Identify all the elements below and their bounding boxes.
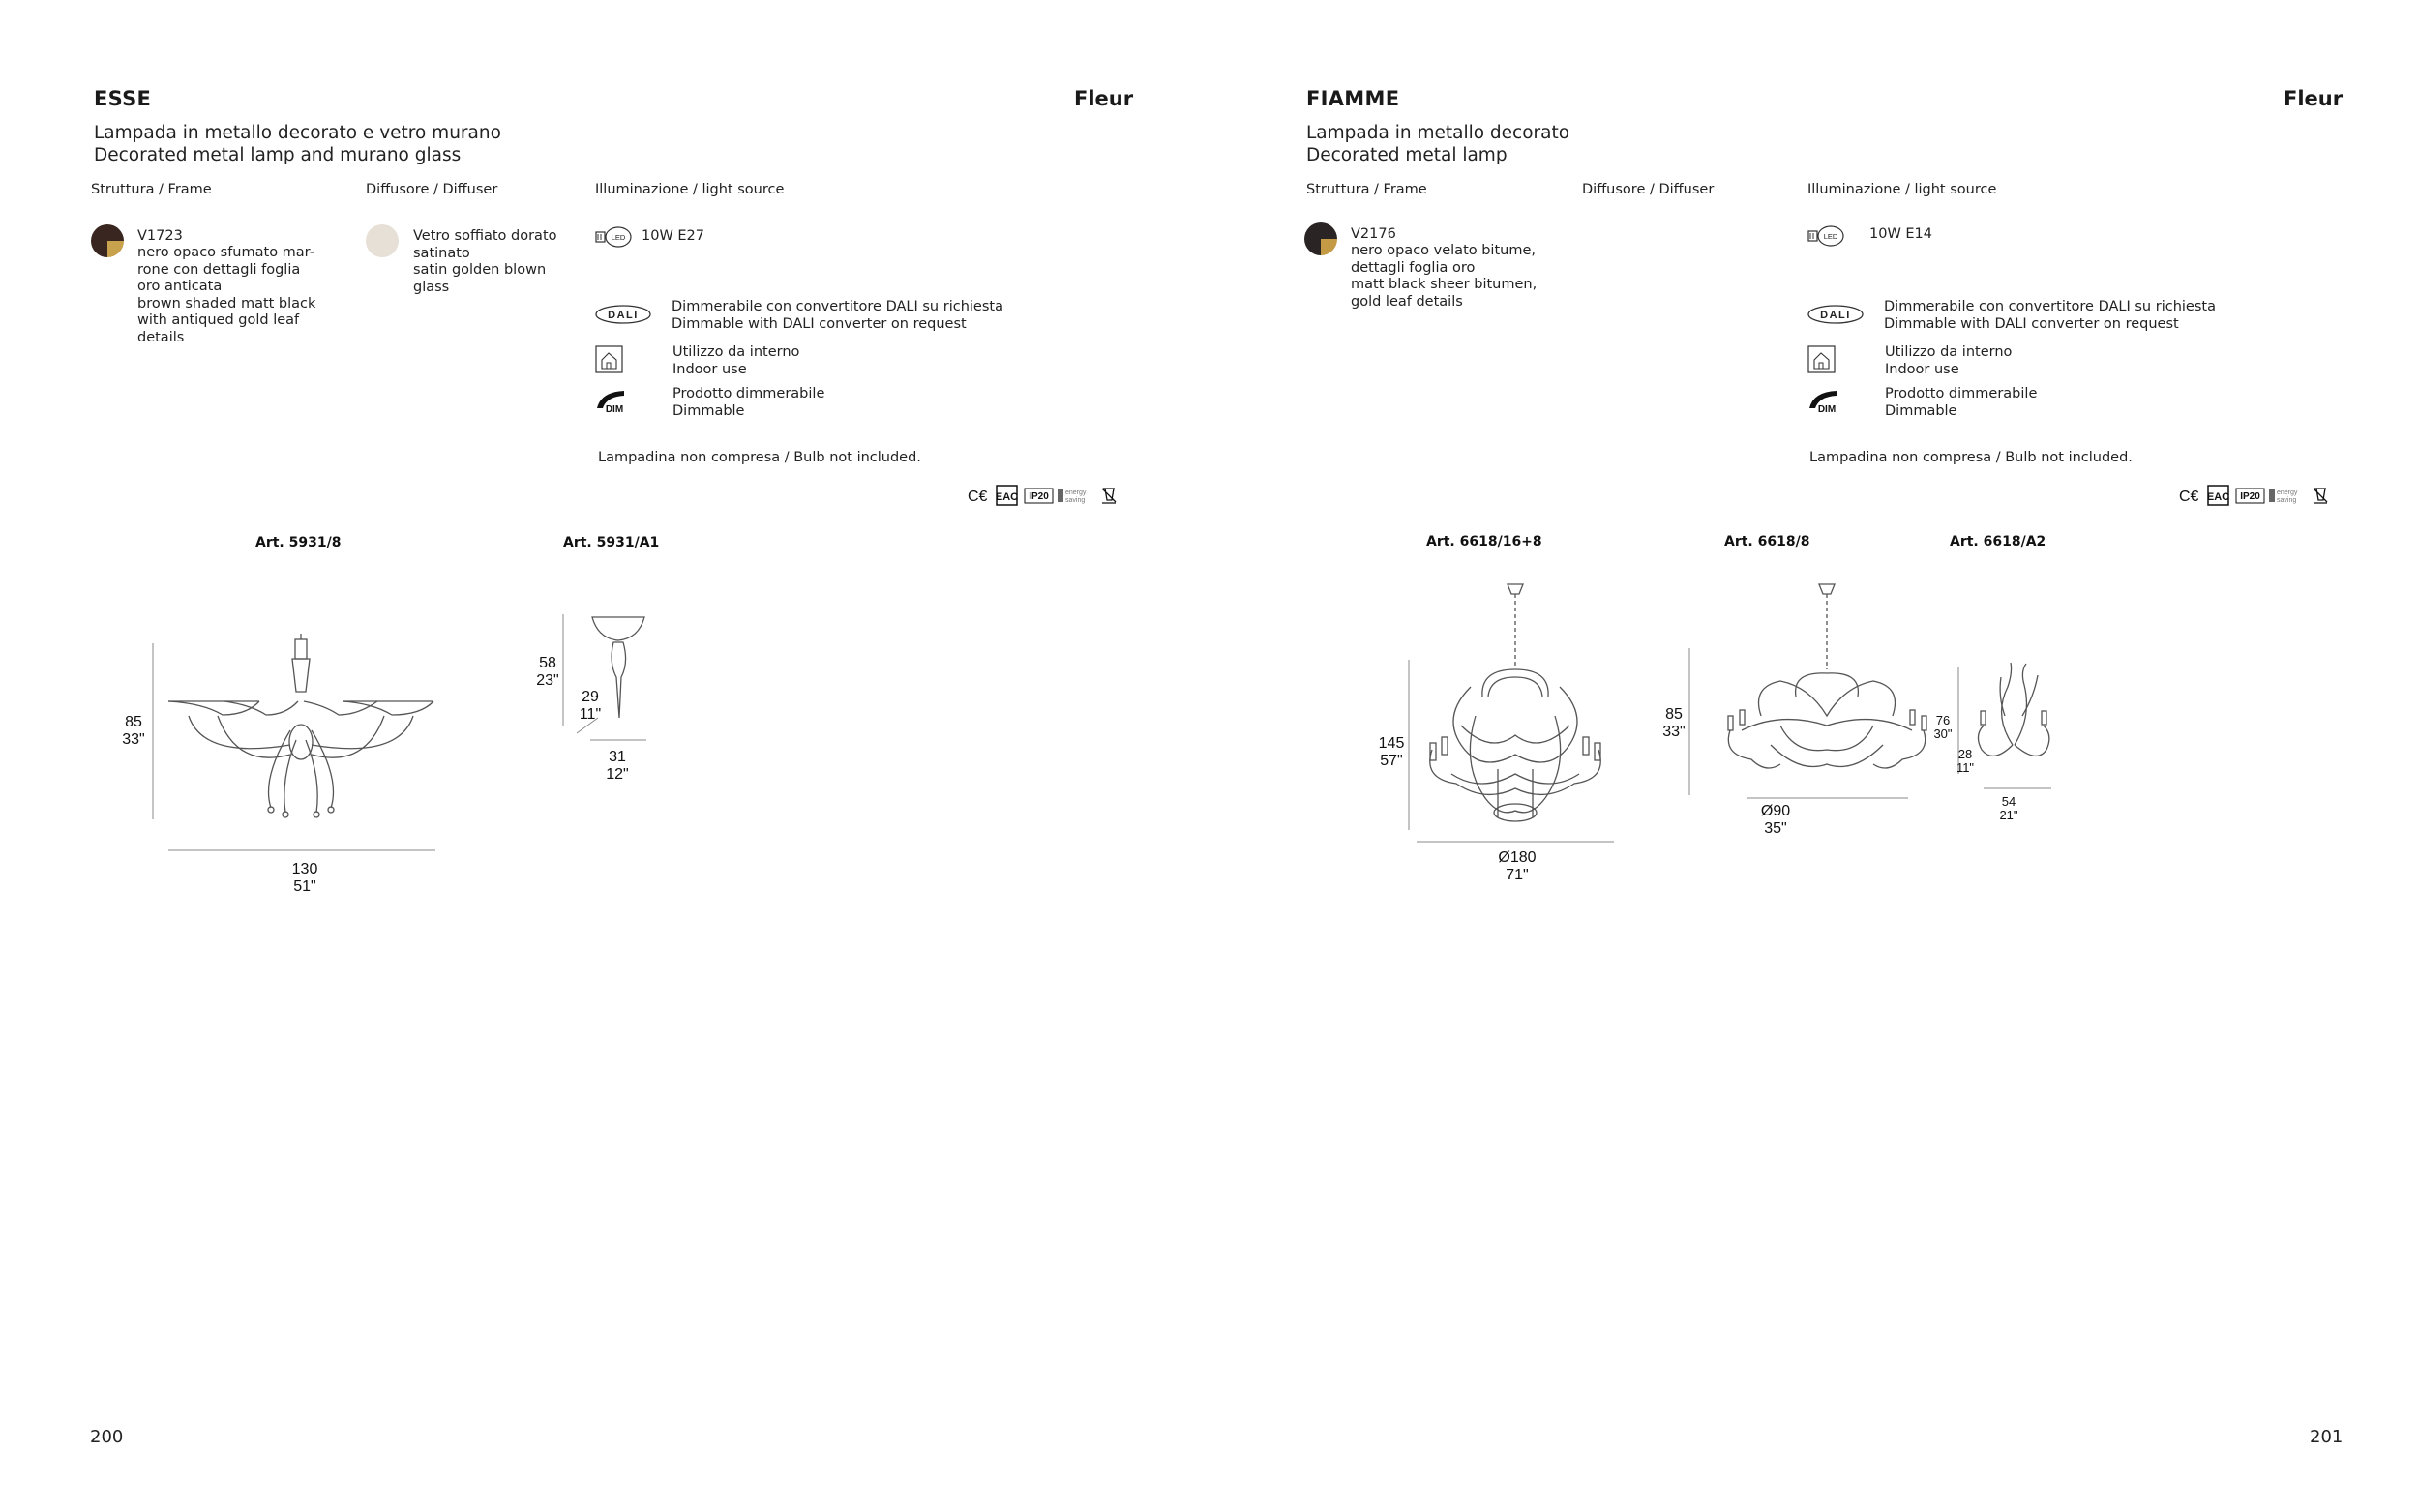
diffuser-description: Vetro soffiato dorato satinato satin golden blown glass: [413, 228, 557, 295]
dali-text: Dimmerabile con convertitore DALI su richiesta Dimmable with DALI converter on request: [1884, 299, 2216, 332]
certification-icons: [2179, 484, 2334, 507]
svg-text:energy: energy: [1065, 489, 1087, 496]
svg-text:IP20: IP20: [1029, 491, 1049, 502]
article-label: Art. 5931/A1: [563, 535, 660, 550]
led-bulb-icon: [1807, 224, 1846, 248]
subtitle-en: Decorated metal lamp and murano glass: [94, 145, 462, 165]
dimension-height: 145 57": [1378, 735, 1405, 769]
product-title: ESSE: [94, 87, 152, 110]
page-number: 201: [2310, 1427, 2344, 1447]
subtitle-en: Decorated metal lamp: [1306, 145, 1508, 165]
diffuser-header: Diffusore / Diffuser: [1582, 182, 1715, 197]
wall-lamp-5931-a1-drawing: [561, 609, 658, 745]
dimmable-icon: [1807, 389, 1840, 414]
svg-text:C€: C€: [2179, 489, 2199, 505]
svg-text:EAC: EAC: [2206, 491, 2230, 503]
svg-text:LED: LED: [611, 233, 626, 242]
dali-icon: [1807, 304, 1865, 325]
indoor-text: Utilizzo da interno Indoor use: [672, 344, 800, 377]
svg-text:DALI: DALI: [608, 310, 639, 321]
diffuser-swatch: [366, 224, 399, 257]
light-header: Illuminazione / light source: [595, 182, 785, 197]
dimension-depth: 28 11": [1956, 747, 1975, 775]
chandelier-6618-8-drawing: [1684, 580, 1916, 805]
page-right: [1210, 0, 2419, 1512]
subtitle-it: Lampada in metallo decorato e vetro murano: [94, 123, 501, 143]
product-title: FIAMME: [1306, 87, 1400, 110]
frame-description: nero opaco velato bitume, dettagli foglia oro matt black sheer bitumen, gold leaf details: [1351, 243, 1538, 310]
article-label: Art. 5931/8: [255, 535, 342, 550]
article-label: Art. 6618/A2: [1950, 534, 2046, 549]
svg-text:DIM: DIM: [605, 404, 624, 415]
svg-text:LED: LED: [1823, 232, 1838, 241]
indoor-use-icon: [595, 345, 624, 374]
frame-header: Struttura / Frame: [91, 182, 212, 197]
svg-text:IP20: IP20: [2240, 491, 2260, 502]
dimension-height: 85 33": [122, 714, 145, 748]
diffuser-header: Diffusore / Diffuser: [366, 182, 498, 197]
dimension-height: 85 33": [1662, 706, 1686, 740]
indoor-text: Utilizzo da interno Indoor use: [1885, 344, 2013, 377]
frame-finish-swatch: [1304, 222, 1337, 255]
dimension-diameter: Ø90 35": [1760, 803, 1791, 837]
dali-icon: [594, 304, 652, 325]
subtitle-it: Lampada in metallo decorato: [1306, 123, 1570, 143]
dimmable-text: Prodotto dimmerabile Dimmable: [672, 386, 825, 419]
dimmable-icon: [595, 389, 628, 414]
chandelier-5931-8-drawing: [145, 634, 455, 827]
bulb-spec: 10W E27: [642, 228, 705, 244]
bulb-spec: 10W E14: [1869, 226, 1933, 242]
article-label: Art. 6618/8: [1724, 534, 1810, 549]
dimension-width: 54 21": [1999, 794, 2018, 822]
indoor-use-icon: [1807, 345, 1837, 374]
page-number: 200: [90, 1427, 124, 1447]
svg-text:energy: energy: [2277, 489, 2298, 496]
collection-name: Fleur: [2284, 87, 2344, 110]
collection-name: Fleur: [1074, 87, 1134, 110]
light-header: Illuminazione / light source: [1807, 182, 1997, 197]
dali-text: Dimmerabile con convertitore DALI su richiesta Dimmable with DALI converter on request: [672, 299, 1003, 332]
svg-text:C€: C€: [968, 489, 988, 505]
dimension-width: 31 12": [606, 749, 629, 783]
bulb-note: Lampadina non compresa / Bulb not included.: [598, 450, 921, 465]
dimmable-text: Prodotto dimmerabile Dimmable: [1885, 386, 2038, 419]
svg-text:EAC: EAC: [995, 491, 1019, 503]
frame-finish-swatch: [91, 224, 124, 257]
svg-text:DIM: DIM: [1817, 404, 1837, 415]
svg-text:DALI: DALI: [1820, 310, 1851, 321]
led-bulb-icon: [595, 225, 634, 249]
article-label: Art. 6618/16+8: [1426, 534, 1542, 549]
frame-code: V2176: [1351, 226, 1396, 242]
frame-header: Struttura / Frame: [1306, 182, 1427, 197]
bulb-note: Lampadina non compresa / Bulb not included.: [1809, 450, 2133, 465]
dimension-height: 76 30": [1933, 713, 1953, 741]
frame-description: nero opaco sfumato mar- rone con dettagli foglia oro anticata brown shaded matt black with antiqued gold leaf details: [137, 245, 316, 345]
chandelier-6618-16-8-drawing: [1403, 580, 1635, 846]
dimension-height: 58 23": [536, 655, 559, 689]
dimension-width: 130 51": [291, 861, 318, 895]
svg-text:saving: saving: [1065, 497, 1086, 504]
dimension-depth: 29 11": [579, 689, 602, 723]
svg-text:saving: saving: [2277, 497, 2297, 504]
dimension-diameter: Ø180 71": [1498, 849, 1537, 883]
certification-icons: [968, 484, 1122, 507]
frame-code: V1723: [137, 228, 183, 244]
